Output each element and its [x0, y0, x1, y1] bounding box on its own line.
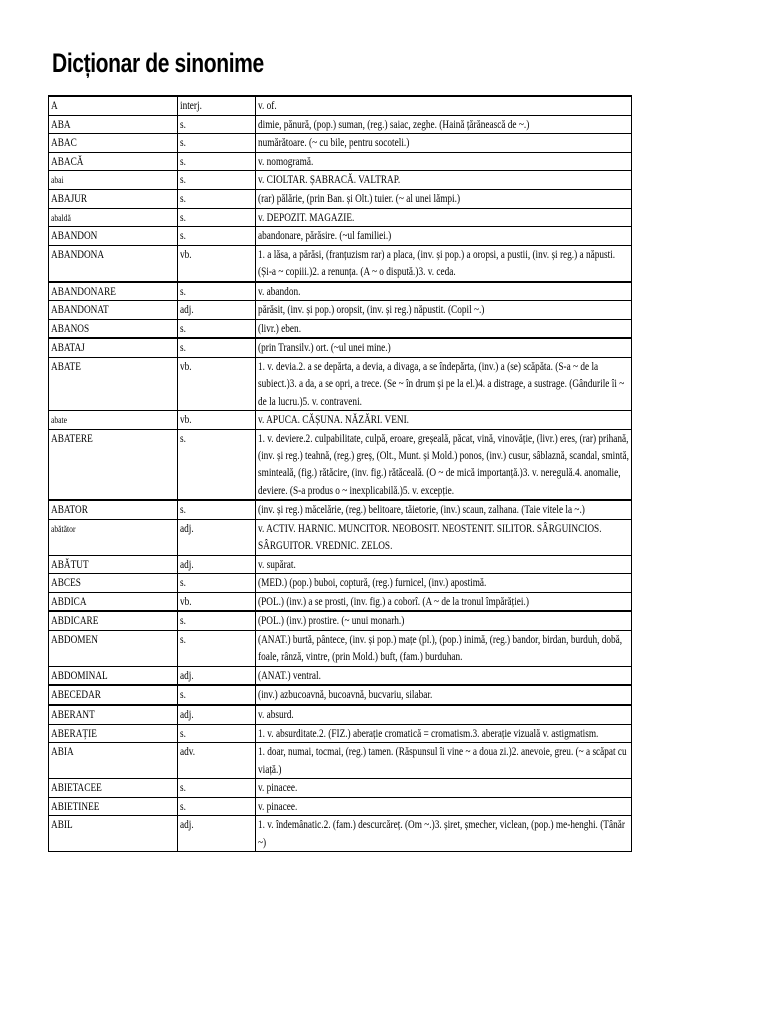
part-of-speech-cell	[178, 743, 256, 779]
definition: v. CIOLTAR. ȘABRACĂ. VALTRAP.	[258, 173, 401, 187]
definition-cell	[256, 227, 632, 246]
part-of-speech: adj.	[180, 707, 194, 721]
part-of-speech-cell	[178, 666, 256, 685]
table-row	[49, 685, 632, 705]
definition: v. absurd.	[258, 707, 294, 721]
table-row	[49, 705, 632, 724]
definition-cell	[256, 778, 632, 797]
definition: 1. v. devia.2. a se depărta, a devia, a divaga, a se îndepărta, (inv.) a (se) scăpăta. (S-a ~ de la subiect.)3. a da, a se opri, a trece. (Se ~ în drum și pe la el.)4. a distrage, a sustrage. (Gândurile îi ~ de la lucru.)5. v. contraveni.	[258, 359, 625, 408]
definition-cell	[256, 171, 632, 190]
entry-word: ABA	[51, 117, 71, 131]
table-row	[49, 245, 632, 281]
part-of-speech: adj.	[180, 303, 194, 317]
definition: v. abandon.	[258, 284, 301, 298]
part-of-speech-cell	[178, 411, 256, 430]
definition-cell	[256, 705, 632, 724]
table-row	[49, 724, 632, 743]
entry-word-cell	[49, 115, 178, 134]
part-of-speech: s.	[180, 632, 186, 646]
table-row	[49, 301, 632, 320]
entry-word-cell	[49, 301, 178, 320]
definition-cell	[256, 685, 632, 705]
entry-word-cell	[49, 227, 178, 246]
entry-word: abătător	[51, 524, 76, 535]
entry-word: ABIL	[51, 818, 73, 832]
table-row	[49, 778, 632, 797]
part-of-speech: s.	[180, 173, 186, 187]
part-of-speech-cell	[178, 301, 256, 320]
entry-word: ABATERE	[51, 431, 93, 445]
entry-word-cell	[49, 189, 178, 208]
part-of-speech-cell	[178, 152, 256, 171]
table-row	[49, 171, 632, 190]
entry-word: ABDOMINAL	[51, 668, 108, 682]
part-of-speech: s.	[180, 780, 186, 794]
entry-word-cell	[49, 282, 178, 301]
entry-word: ABDICARE	[51, 614, 99, 628]
entry-word: ABANDONARE	[51, 284, 116, 298]
part-of-speech: s.	[180, 154, 186, 168]
entry-word: ABIA	[51, 745, 74, 759]
definition-cell	[256, 592, 632, 611]
entry-word-cell	[49, 245, 178, 281]
part-of-speech-cell	[178, 555, 256, 574]
entry-word: abai	[51, 176, 64, 187]
table-row	[49, 96, 632, 115]
entry-word-cell	[49, 574, 178, 593]
part-of-speech: adj.	[180, 557, 194, 571]
entry-word-cell	[49, 208, 178, 227]
definition: (inv. și reg.) măcelărie, (reg.) belitoare, tăietorie, (inv.) scaun, zalhana. (Taie vitele la ~.)	[258, 503, 585, 517]
definition: (prin Transilv.) ort. (~ul unei mine.)	[258, 341, 391, 355]
part-of-speech-cell	[178, 797, 256, 816]
entry-word: ABANDONAT	[51, 303, 109, 317]
entry-word-cell	[49, 338, 178, 357]
part-of-speech: s.	[180, 614, 186, 628]
part-of-speech: s.	[180, 431, 186, 445]
entry-word-cell	[49, 592, 178, 611]
entry-word-cell	[49, 705, 178, 724]
entry-word: ABDOMEN	[51, 632, 98, 646]
table-row	[49, 816, 632, 852]
definition-cell	[256, 115, 632, 134]
definition-cell	[256, 357, 632, 410]
part-of-speech-cell	[178, 500, 256, 519]
definition: 1. a lăsa, a părăsi, (franțuzism rar) a placa, (inv. și pop.) a oropsi, a pustii, (inv. și reg.) a năpusti. (Și-a ~ copiii.)2. a renunța. (A ~ o dispută.)3. v. ceda.	[258, 247, 616, 279]
part-of-speech-cell	[178, 724, 256, 743]
synonym-table	[48, 95, 632, 852]
table-row	[49, 152, 632, 171]
table-row	[49, 611, 632, 630]
part-of-speech-cell	[178, 115, 256, 134]
definition-cell	[256, 152, 632, 171]
part-of-speech-cell	[178, 208, 256, 227]
table-row	[49, 227, 632, 246]
entry-word: ABERAȚIE	[51, 726, 97, 740]
table-row	[49, 319, 632, 338]
entry-word: ABAJUR	[51, 191, 88, 205]
definition-cell	[256, 96, 632, 115]
definition: 1. v. îndemânatic.2. (fam.) descurcăreț. (Om ~.)3. șiret, șmecher, viclean, (pop.) me-henghi. (Tânăr ~)	[258, 818, 625, 849]
definition-cell	[256, 189, 632, 208]
entry-word-cell	[49, 743, 178, 779]
entry-word-cell	[49, 319, 178, 338]
definition: (livr.) eben.	[258, 321, 302, 335]
table-row	[49, 555, 632, 574]
part-of-speech-cell	[178, 816, 256, 852]
entry-word: ABACĂ	[51, 154, 84, 168]
table-row	[49, 208, 632, 227]
table-row	[49, 134, 632, 153]
entry-word-cell	[49, 171, 178, 190]
entry-word: ABERANT	[51, 707, 95, 721]
entry-word-cell	[49, 96, 178, 115]
definition-cell	[256, 666, 632, 685]
definition-cell	[256, 338, 632, 357]
definition-cell	[256, 301, 632, 320]
definition: numărătoare. (~ cu bile, pentru socoteli.)	[258, 136, 410, 150]
part-of-speech-cell	[178, 630, 256, 666]
entry-word: abaldă	[51, 213, 71, 224]
part-of-speech: adj.	[180, 818, 194, 832]
part-of-speech-cell	[178, 574, 256, 593]
part-of-speech-cell	[178, 705, 256, 724]
part-of-speech-cell	[178, 134, 256, 153]
definition-cell	[256, 611, 632, 630]
entry-word: A	[51, 99, 58, 112]
table-row	[49, 411, 632, 430]
part-of-speech: vb.	[180, 359, 192, 373]
definition: 1. v. deviere.2. culpabilitate, culpă, eroare, greșeală, păcat, vină, vinovăție, (livr.) eres, (rar) prihană, (inv. și reg.) teahnă, (reg.) greș, (Olt., Munt. și Mold.) ponos, (inv.) cusur, sâblaznă, scandal, smintă, sminteală, (fig.) rătăcire, (inv. fig.) rătăceală. (O ~ de mică importanță.)3. v. neregulă.4. anomalie, deviere. (S-a produs o ~ inexplicabilă.)5. v. excepție.	[258, 431, 629, 497]
entry-word-cell	[49, 555, 178, 574]
definition: v. pinacee.	[258, 780, 298, 794]
definition: dimie, pănură, (pop.) suman, (reg.) saiac, zeghe. (Haină țărănească de ~.)	[258, 117, 530, 131]
table-row	[49, 429, 632, 500]
entry-word: ABATAJ	[51, 341, 85, 355]
entry-word-cell	[49, 134, 178, 153]
part-of-speech: s.	[180, 341, 186, 355]
part-of-speech-cell	[178, 685, 256, 705]
part-of-speech: s.	[180, 229, 186, 243]
definition: v. of.	[258, 99, 277, 112]
entry-word-cell	[49, 429, 178, 500]
definition: v. ACTIV. HARNIC. MUNCITOR. NEOBOSIT. NEOSTENIT. SILITOR. SÂRGUINCIOS. SÂRGUITOR. VREDNIC. ZELOS.	[258, 521, 602, 553]
entry-word: ABANOS	[51, 321, 90, 335]
part-of-speech: s.	[180, 210, 186, 224]
definition: (MED.) (pop.) buboi, coptură, (reg.) furnicel, (inv.) apostimă.	[258, 576, 487, 590]
entry-word-cell	[49, 778, 178, 797]
definition-cell	[256, 630, 632, 666]
part-of-speech: s.	[180, 688, 186, 702]
definition: (POL.) (inv.) a se prosti, (inv. fig.) a coborî. (A ~ de la tronul împărăției.)	[258, 594, 529, 608]
definition: v. nomogramă.	[258, 154, 314, 168]
definition-cell	[256, 574, 632, 593]
table-row	[49, 357, 632, 410]
part-of-speech: s.	[180, 136, 186, 150]
definition: (ANAT.) ventral.	[258, 668, 321, 682]
entry-word-cell	[49, 666, 178, 685]
entry-word: ABANDON	[51, 229, 98, 243]
part-of-speech-cell	[178, 96, 256, 115]
definition: 1. doar, numai, tocmai, (reg.) tamen. (Răspunsul îi vine ~ a doua zi.)2. anevoie, greu. (~ a scăpat cu viață.)	[258, 745, 627, 776]
entry-word: ABIETACEE	[51, 780, 102, 794]
entry-word-cell	[49, 630, 178, 666]
entry-word: ABAC	[51, 136, 77, 150]
definition: abandonare, părăsire. (~ul familiei.)	[258, 229, 392, 243]
table-row	[49, 666, 632, 685]
entry-word-cell	[49, 500, 178, 519]
part-of-speech-cell	[178, 338, 256, 357]
table-row	[49, 500, 632, 519]
definition-cell	[256, 816, 632, 852]
page-title: Dicționar de sinonime	[52, 48, 264, 78]
part-of-speech: adj.	[180, 668, 194, 682]
table-row	[49, 592, 632, 611]
part-of-speech-cell	[178, 357, 256, 410]
table-row	[49, 519, 632, 555]
entry-word: ABATE	[51, 359, 81, 373]
part-of-speech-cell	[178, 778, 256, 797]
entry-word: ABANDONA	[51, 247, 105, 261]
definition-cell	[256, 134, 632, 153]
definition-cell	[256, 743, 632, 779]
part-of-speech-cell	[178, 592, 256, 611]
definition: v. pinacee.	[258, 799, 298, 813]
part-of-speech-cell	[178, 429, 256, 500]
definition: (inv.) azbucoavnă, bucoavnă, bucvariu, silabar.	[258, 688, 433, 702]
table-row	[49, 115, 632, 134]
entry-word: ABIETINEE	[51, 799, 100, 813]
entry-word-cell	[49, 357, 178, 410]
part-of-speech: s.	[180, 799, 186, 813]
definition: v. supărat.	[258, 557, 296, 571]
definition-cell	[256, 797, 632, 816]
definition-cell	[256, 555, 632, 574]
table-row	[49, 282, 632, 301]
part-of-speech: s.	[180, 117, 186, 131]
part-of-speech-cell	[178, 227, 256, 246]
entry-word-cell	[49, 152, 178, 171]
definition: (rar) pălărie, (prin Ban. și Olt.) tuier. (~ al unei lămpi.)	[258, 191, 461, 205]
entry-word-cell	[49, 816, 178, 852]
part-of-speech-cell	[178, 189, 256, 208]
definition-cell	[256, 319, 632, 338]
part-of-speech-cell	[178, 611, 256, 630]
part-of-speech-cell	[178, 171, 256, 190]
entry-word: ABĂTUT	[51, 557, 89, 571]
part-of-speech: adv.	[180, 745, 196, 759]
part-of-speech: s.	[180, 191, 186, 205]
definition: 1. v. absurditate.2. (FIZ.) aberație cromatică = cromatism.3. aberație vizuală v. astigmatism.	[258, 726, 599, 740]
definition: (POL.) (inv.) prostire. (~ unui monarh.)	[258, 614, 405, 628]
part-of-speech: s.	[180, 576, 186, 590]
definition: v. APUCA. CĂȘUNA. NĂZĂRI. VENI.	[258, 413, 409, 427]
entry-word-cell	[49, 411, 178, 430]
entry-word: ABDICA	[51, 594, 87, 608]
definition-cell	[256, 282, 632, 301]
table-row	[49, 630, 632, 666]
part-of-speech-cell	[178, 245, 256, 281]
entry-word-cell	[49, 519, 178, 555]
definition-cell	[256, 724, 632, 743]
part-of-speech: s.	[180, 503, 186, 517]
definition-cell	[256, 500, 632, 519]
entry-word: abate	[51, 416, 68, 427]
definition: părăsit, (inv. și pop.) oropsit, (inv. și reg.) năpustit. (Copil ~.)	[258, 303, 485, 317]
part-of-speech-cell	[178, 282, 256, 301]
definition: v. DEPOZIT. MAGAZIE.	[258, 210, 355, 224]
definition-cell	[256, 519, 632, 555]
part-of-speech: s.	[180, 284, 186, 298]
entry-word-cell	[49, 611, 178, 630]
table-row	[49, 743, 632, 779]
entry-word: ABCES	[51, 576, 81, 590]
table-row	[49, 189, 632, 208]
definition-cell	[256, 208, 632, 227]
part-of-speech-cell	[178, 519, 256, 555]
table-row	[49, 338, 632, 357]
entry-word-cell	[49, 724, 178, 743]
synonym-table-body	[49, 96, 632, 851]
part-of-speech: s.	[180, 321, 186, 335]
part-of-speech-cell	[178, 319, 256, 338]
part-of-speech: vb.	[180, 247, 192, 261]
table-row	[49, 797, 632, 816]
entry-word-cell	[49, 685, 178, 705]
part-of-speech: interj.	[180, 99, 202, 112]
table-row	[49, 574, 632, 593]
part-of-speech: s.	[180, 726, 186, 740]
part-of-speech: adj.	[180, 521, 194, 535]
entry-word: ABECEDAR	[51, 688, 101, 702]
definition: (ANAT.) burtă, pântece, (inv. și pop.) mațe (pl.), (pop.) inimă, (reg.) bandor, birdan, burduh, dobă, foale, rânză, vintre, (prin Mold.) buft, (fam.) burduhan.	[258, 632, 623, 664]
entry-word-cell	[49, 797, 178, 816]
definition-cell	[256, 245, 632, 281]
entry-word: ABATOR	[51, 503, 88, 517]
definition-cell	[256, 429, 632, 500]
definition-cell	[256, 411, 632, 430]
part-of-speech: vb.	[180, 594, 192, 608]
part-of-speech: vb.	[180, 413, 192, 427]
